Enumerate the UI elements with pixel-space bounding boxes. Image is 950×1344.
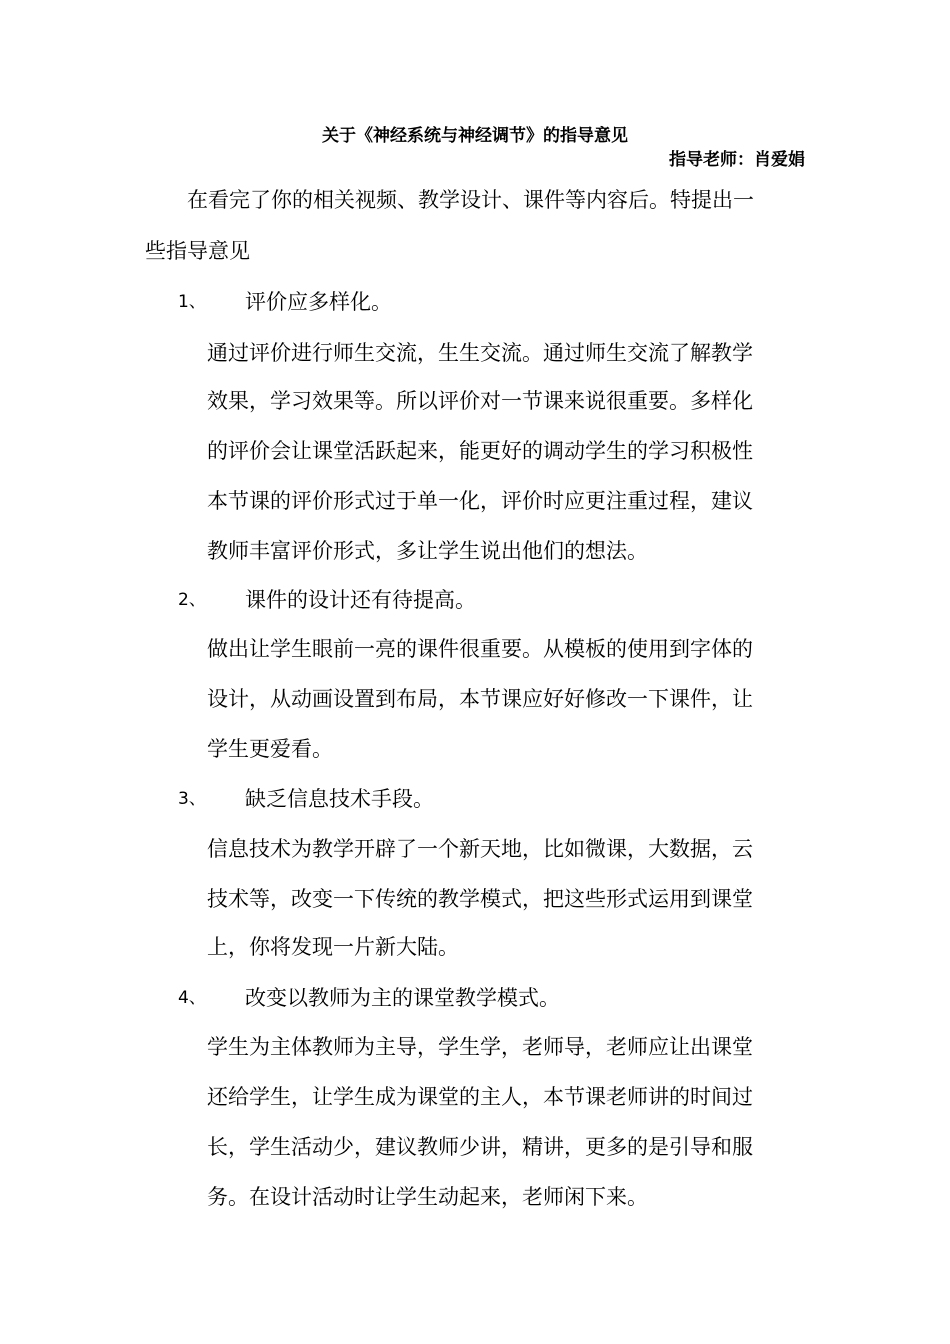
advisor-line: 指导老师：肖爱娟 — [669, 150, 805, 170]
item-3-line-1: 信息技术为教学开辟了一个新天地，比如微课，大数据，云 — [207, 837, 753, 861]
item-1-number: 1、 — [178, 292, 206, 312]
item-1-line-1: 通过评价进行师生交流，生生交流。通过师生交流了解教学 — [207, 341, 753, 365]
item-4-line-3: 长，学生活动少，建议教师少讲，精讲，更多的是引导和服 — [207, 1135, 753, 1159]
document-title: 关于《神经系统与神经调节》的指导意见 — [322, 126, 628, 146]
item-1-line-5: 教师丰富评价形式，多让学生说出他们的想法。 — [207, 539, 648, 563]
item-2-number: 2、 — [178, 590, 206, 610]
item-4-line-4: 务。在设计活动时让学生动起来，老师闲下来。 — [207, 1185, 648, 1209]
item-2-line-2: 设计，从动画设置到布局，本节课应好好修改一下课件，让 — [207, 687, 753, 711]
item-1-line-4: 本节课的评价形式过于单一化，评价时应更注重过程，建议 — [207, 489, 753, 513]
item-3-heading: 缺乏信息技术手段。 — [245, 787, 434, 811]
item-1-line-2: 效果，学习效果等。所以评价对一节课来说很重要。多样化 — [207, 389, 753, 413]
item-2-line-1: 做出让学生眼前一亮的课件很重要。从模板的使用到字体的 — [207, 637, 753, 661]
item-2-heading: 课件的设计还有待提高。 — [245, 588, 476, 612]
item-4-heading: 改变以教师为主的课堂教学模式。 — [245, 986, 560, 1010]
item-4-line-2: 还给学生，让学生成为课堂的主人，本节课老师讲的时间过 — [207, 1085, 753, 1109]
item-4-line-1: 学生为主体教师为主导，学生学，老师导，老师应让出课堂 — [207, 1035, 753, 1059]
item-3-line-3: 上，你将发现一片新大陆。 — [207, 935, 459, 959]
intro-line-2: 些指导意见 — [145, 239, 250, 263]
item-4-number: 4、 — [178, 988, 206, 1008]
item-1-line-3: 的评价会让课堂活跃起来，能更好的调动学生的学习积极性 — [207, 439, 753, 463]
intro-line-1: 在看完了你的相关视频、教学设计、课件等内容后。特提出一 — [187, 188, 754, 212]
item-2-line-3: 学生更爱看。 — [207, 737, 333, 761]
item-1-heading: 评价应多样化。 — [245, 290, 392, 314]
item-3-number: 3、 — [178, 789, 206, 809]
item-3-line-2: 技术等，改变一下传统的教学模式，把这些形式运用到课堂 — [207, 887, 753, 911]
